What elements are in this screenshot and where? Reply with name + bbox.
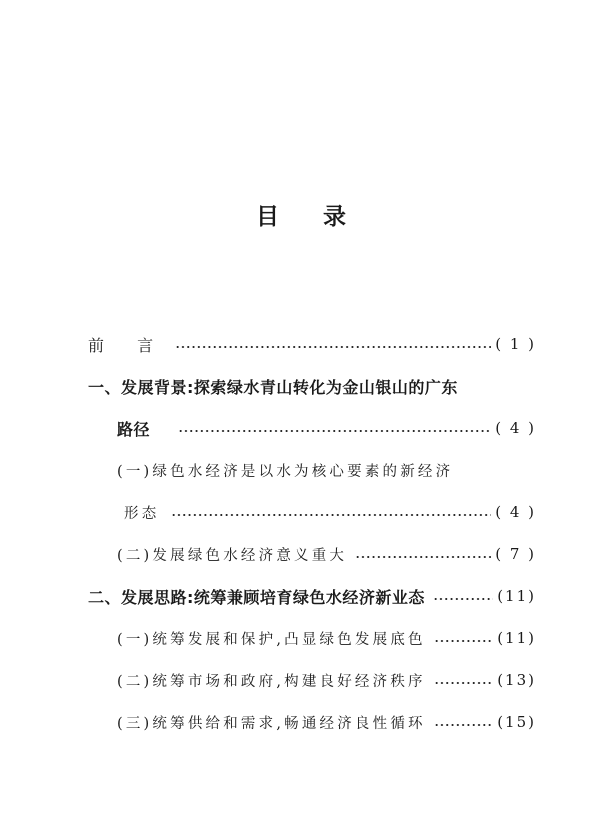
toc-leader-dots [434, 673, 493, 687]
toc-leader-dots [434, 715, 493, 729]
toc-entry-text: 形态 [124, 505, 160, 522]
toc-leader-dots [171, 505, 491, 519]
toc-page-number: (15) [497, 713, 536, 731]
toc-entry-text: 路径 [117, 419, 151, 439]
toc-entry-section-1-1-cont[interactable] [124, 497, 536, 527]
toc-entry-chapter-2[interactable] [88, 581, 536, 611]
toc-entry-section-1-1[interactable] [117, 455, 536, 485]
toc-entry-preface[interactable] [88, 329, 536, 359]
toc-entry-text: (三)统筹供给和需求,畅通经济良性循环 [117, 715, 426, 732]
toc-page-number: ( 4 ) [495, 419, 536, 437]
toc-entry-section-2-2[interactable] [117, 665, 536, 695]
toc-page-number: (11) [497, 629, 536, 647]
toc-entry-text: (二)统筹市场和政府,构建良好经济秩序 [117, 673, 426, 690]
toc-page-number: (11) [497, 587, 536, 605]
toc-entry-chapter-1[interactable] [88, 371, 536, 401]
toc-leader-dots [355, 547, 491, 561]
toc-page-number: ( 1 ) [495, 335, 536, 353]
toc-entry-text: (一)统筹发展和保护,凸显绿色发展底色 [117, 631, 426, 648]
toc-entry-text: (一)绿色水经济是以水为核心要素的新经济 [117, 463, 454, 480]
toc-entry-section-1-2[interactable] [117, 539, 536, 569]
toc-entry-chapter-1-cont[interactable] [117, 413, 536, 443]
toc-entry-text: 前 言 [88, 335, 168, 355]
toc-page-number: ( 7 ) [495, 545, 536, 563]
toc-entry-text: 一、发展背景:探索绿水青山转化为金山银山的广东 [88, 377, 458, 397]
toc-page-number: ( 4 ) [495, 503, 536, 521]
toc-entry-section-2-1[interactable] [117, 623, 536, 653]
toc-leader-dots [175, 337, 491, 351]
toc-page-number: (13) [497, 671, 536, 689]
toc-leader-dots [434, 631, 493, 645]
toc-leader-dots [433, 589, 493, 603]
toc-entry-section-2-3[interactable] [117, 707, 536, 737]
toc-entry-text: (二)发展绿色水经济意义重大 [117, 547, 348, 564]
toc-leader-dots [178, 421, 491, 435]
page-title: 目 录 [255, 204, 364, 230]
toc-entry-text: 二、发展思路:统筹兼顾培育绿色水经济新业态 [88, 587, 425, 607]
